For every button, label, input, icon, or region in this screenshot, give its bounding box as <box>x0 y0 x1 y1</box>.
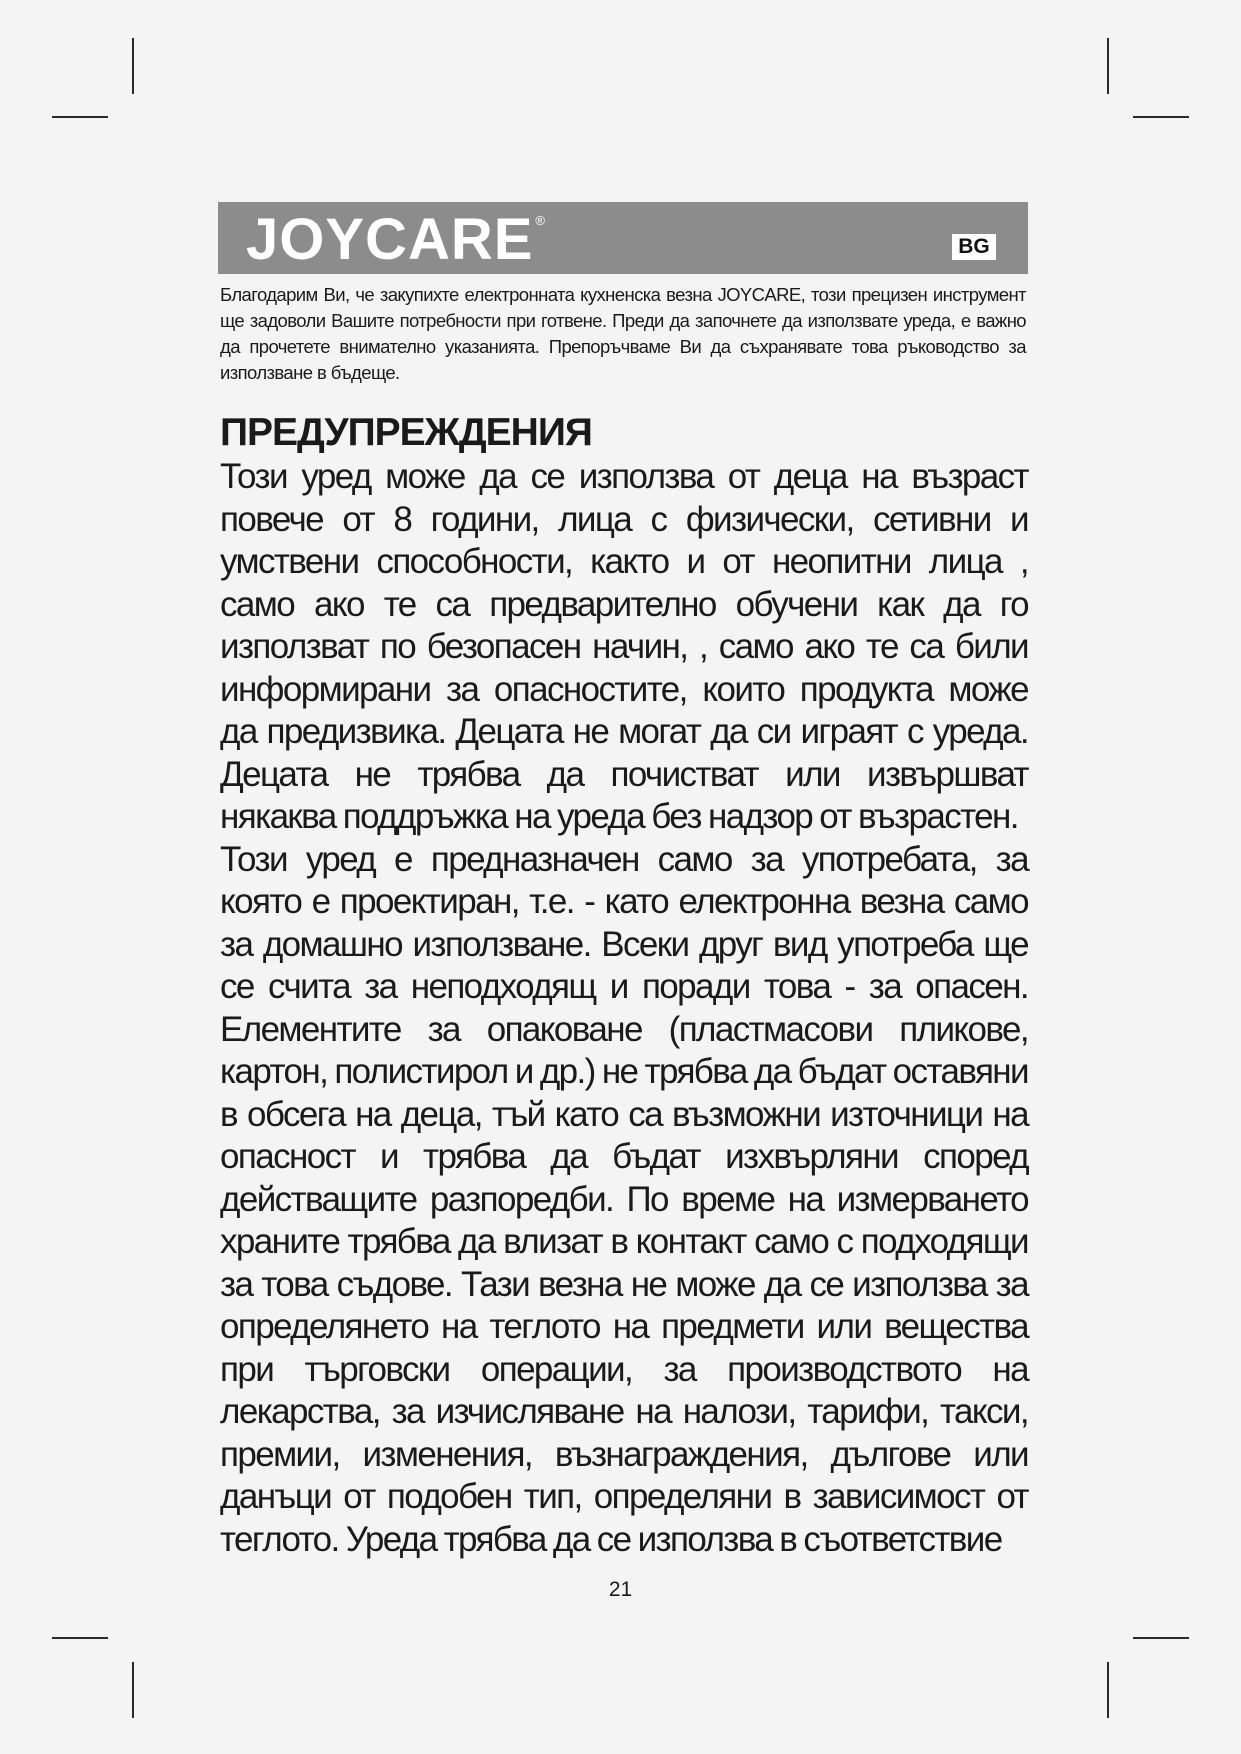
crop-mark-top-left-horizontal <box>52 116 108 118</box>
brand-name: JOYCARE <box>246 207 534 272</box>
crop-mark-top-right-horizontal <box>1133 116 1189 118</box>
crop-mark-bottom-left-horizontal <box>52 1637 108 1639</box>
registered-mark: ® <box>535 213 546 228</box>
crop-mark-bottom-right-vertical <box>1107 1662 1109 1718</box>
page-number: 21 <box>608 1578 633 1601</box>
section-title: ПРЕДУПРЕЖДЕНИЯ <box>220 411 592 454</box>
language-badge: BG <box>952 234 996 260</box>
crop-mark-top-right-vertical <box>1107 38 1109 94</box>
warning-paragraph-2: Този уред е предназначен само за употребата, за която е проектиран, т.е. - като електронна везна само за домашно използване. Всеки друг вид употреба ще се счита за неподходящ и поради това - за опасен. Елементите за опаковане (пластмасови пликове, картон, полистирол и др.) не трябва да бъдат оставяни в обсега на деца, тъй като са възможни източници на опасност и трябва да бъдат изхвърляни според действащите разпоредби. По време на измерването храните трябва да влизат в контакт само с подходящи за това съдове. Тази везна не може да се използва за определянето на теглото на предмети или вещества при търговски операции, за производството на лекарства, за изчисляване на налози, тарифи, такси, премии, изменения, възнаграждения, дългове или данъци от подобен тип, определяни в зависимост от теглото. Уреда трябва да се използва в съответствие <box>220 839 1028 1559</box>
crop-mark-top-left-vertical <box>132 38 134 94</box>
warning-paragraph-1: Този уред може да се използва от деца на възраст повече от 8 години, лица с физически, сетивни и умствени способности, както и от неопитни лица , само ако те са предварително обучени как да го използват по безопасен начин, , само ако те са били информирани за опасностите, които продукта може да предизвика. Децата не могат да си играят с уреда. Децата не трябва да почистват или извършват някаква поддръжка на уреда без надзор от възрастен. <box>220 457 1028 836</box>
crop-mark-bottom-left-vertical <box>132 1662 134 1718</box>
crop-mark-bottom-right-horizontal <box>1133 1637 1189 1639</box>
brand-banner <box>218 202 1028 274</box>
brand-logo <box>246 207 546 285</box>
warnings-body <box>220 456 1028 1561</box>
intro-paragraph: Благодарим Ви, че закупихте електронната кухненска везна JOYCARE, този прецизен инструмент ще задоволи Вашите потребности при готвене. Преди да започнете да използвате уреда, е важно да прочетете внимателно указанията. Препоръчваме Ви да съхранявате това ръководство за използване в бъдеще. <box>220 284 1026 383</box>
